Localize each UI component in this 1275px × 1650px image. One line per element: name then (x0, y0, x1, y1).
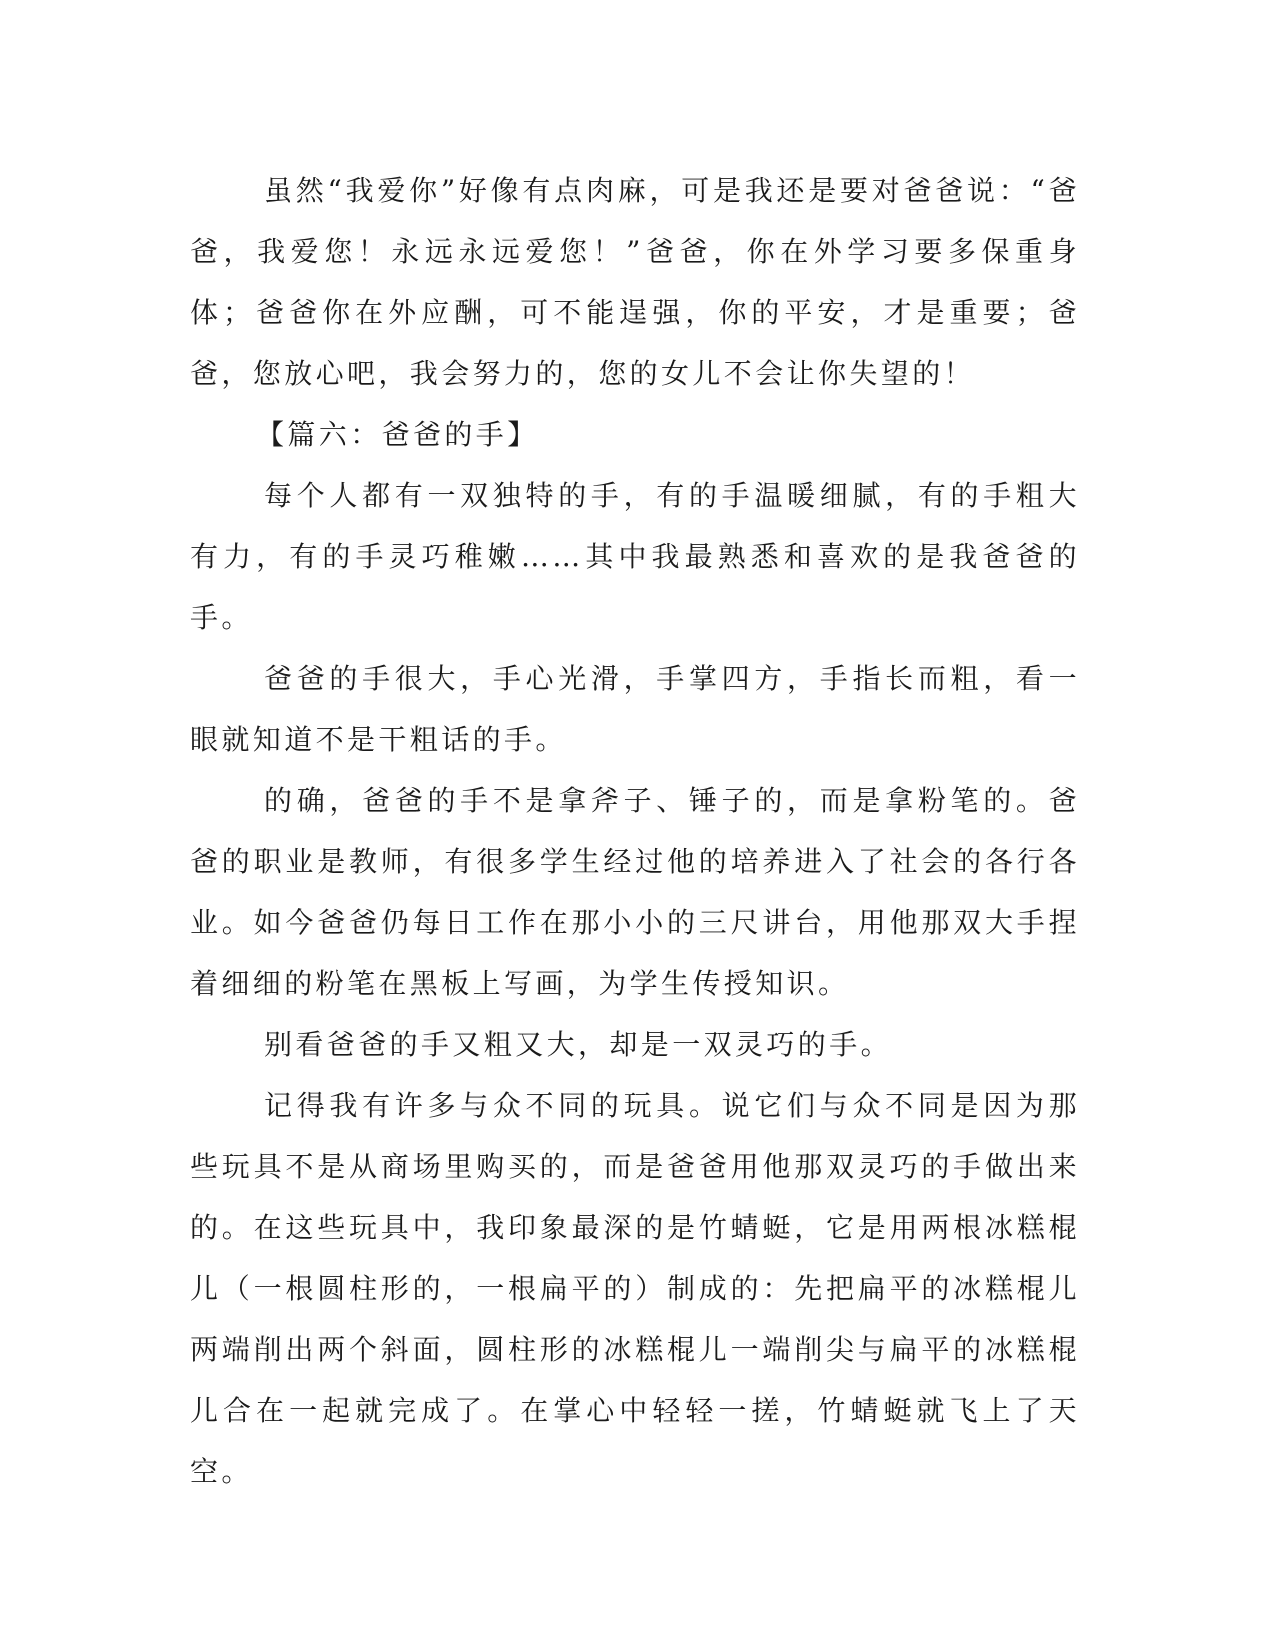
paragraph-5: 别看爸爸的手又粗又大，却是一双灵巧的手。 (264, 1028, 893, 1061)
paragraph-3: 爸爸的手很大，手心光滑，手掌四方，手指长而粗，看一眼就知道不是干粗话的手。 (190, 662, 1080, 756)
paragraph-1: 虽然“我爱你”好像有点肉麻，可是我还是要对爸爸说：“爸爸，我爱您！永远永远爱您！”爸爸，你在外学习要多保重身体；爸爸你在外应酬，可不能逞强，你的平安，才是重要；爸爸，您放心吧，我会努力的，您的女儿不会让你失望的！ (190, 174, 1080, 390)
document-body (190, 160, 1080, 1502)
section-heading: 【篇六：爸爸的手】 (256, 418, 539, 451)
paragraph-2: 每个人都有一双独特的手，有的手温暖细腻，有的手粗大有力，有的手灵巧稚嫩……其中我最熟悉和喜欢的是我爸爸的手。 (190, 479, 1080, 634)
paragraph-6: 记得我有许多与众不同的玩具。说它们与众不同是因为那些玩具不是从商场里购买的，而是爸爸用他那双灵巧的手做出来的。在这些玩具中，我印象最深的是竹蜻蜓，它是用两根冰糕棍儿（一根圆柱形的，一根扁平的）制成的：先把扁平的冰糕棍儿两端削出两个斜面，圆柱形的冰糕棍儿一端削尖与扁平的冰糕棍儿合在一起就完成了。在掌心中轻轻一搓，竹蜻蜓就飞上了天空。 (190, 1089, 1080, 1488)
paragraph-4: 的确，爸爸的手不是拿斧子、锤子的，而是拿粉笔的。爸爸的职业是教师，有很多学生经过他的培养进入了社会的各行各业。如今爸爸仍每日工作在那小小的三尺讲台，用他那双大手捏着细细的粉笔在黑板上写画，为学生传授知识。 (190, 784, 1080, 1000)
